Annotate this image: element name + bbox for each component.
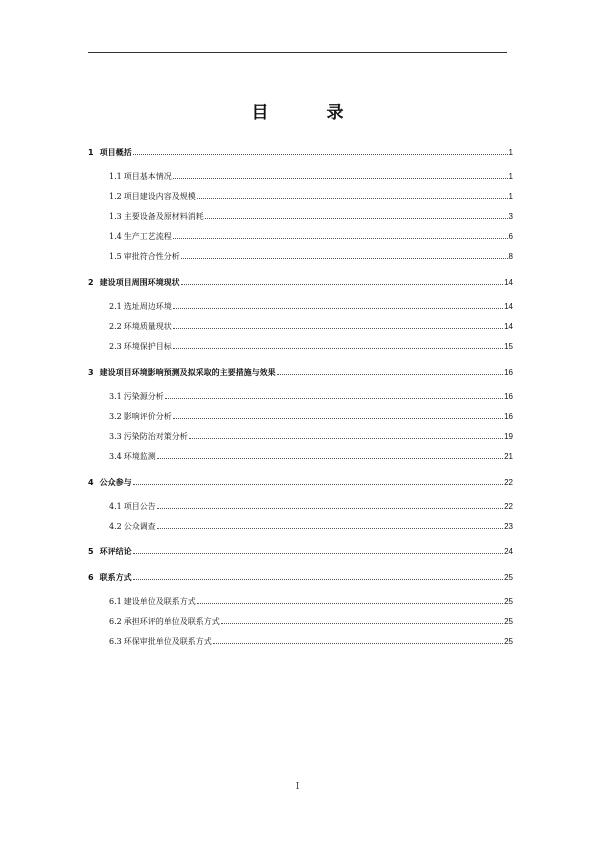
toc-section-entry[interactable] xyxy=(109,430,513,442)
toc-entry-page: 23 xyxy=(504,522,513,531)
toc-entry-number: 1.1 xyxy=(109,172,122,181)
toc-entry-number: 2 xyxy=(88,278,94,287)
toc-section-entry[interactable] xyxy=(109,190,513,202)
toc-chapter-entry[interactable] xyxy=(88,366,513,378)
toc-entry-title: 环评结论 xyxy=(99,547,132,556)
toc-chapter-entry[interactable] xyxy=(88,571,513,583)
toc-entry-number: 3.4 xyxy=(109,452,122,461)
toc-entry-number: 3.3 xyxy=(109,432,122,441)
toc-entry-title: 环境质量现状 xyxy=(123,322,172,331)
toc-entry-number: 1.3 xyxy=(109,212,122,221)
toc-dot-leader xyxy=(133,579,504,580)
toc-section-entry[interactable] xyxy=(109,635,513,647)
toc-entry-page: 25 xyxy=(504,597,513,606)
toc-entry-page: 22 xyxy=(504,478,513,487)
toc-dot-leader xyxy=(157,458,503,459)
toc-section-entry[interactable] xyxy=(109,320,513,332)
toc-entry-page: 1 xyxy=(508,172,513,181)
toc-entry-page: 14 xyxy=(504,278,513,287)
toc-entry-title: 污染防治对策分析 xyxy=(123,432,188,441)
toc-entry-title: 污染源分析 xyxy=(123,392,164,401)
toc-entry-title: 项目建设内容及规模 xyxy=(123,192,196,201)
toc-dot-leader xyxy=(173,328,503,329)
toc-chapter-entry[interactable] xyxy=(88,545,513,557)
toc-entry-title: 审批符合性分析 xyxy=(123,252,180,261)
toc-entry-title: 生产工艺流程 xyxy=(123,232,172,241)
toc-section-entry[interactable] xyxy=(109,250,513,262)
toc-entry-page: 16 xyxy=(504,392,513,401)
toc-entry-title: 选址周边环境 xyxy=(123,302,172,311)
toc-entry-title: 环境保护目标 xyxy=(123,342,172,351)
toc-section-entry[interactable] xyxy=(109,390,513,402)
toc-entry-number: 2.2 xyxy=(109,322,122,331)
toc-entry-page: 15 xyxy=(504,342,513,351)
toc-entry-number: 4.2 xyxy=(109,522,122,531)
toc-section-entry[interactable] xyxy=(109,595,513,607)
toc-entry-page: 25 xyxy=(504,573,513,582)
toc-dot-leader xyxy=(173,418,503,419)
toc-dot-leader xyxy=(197,198,508,199)
toc-dot-leader xyxy=(277,374,504,375)
toc-entry-number: 1.2 xyxy=(109,192,122,201)
toc-entry-number: 4 xyxy=(88,478,94,487)
toc-entry-title: 环保审批单位及联系方式 xyxy=(123,637,212,646)
toc-dot-leader xyxy=(197,603,503,604)
toc-entry-title: 建设单位及联系方式 xyxy=(123,597,196,606)
toc-dot-leader xyxy=(133,484,504,485)
toc-entry-page: 22 xyxy=(504,502,513,511)
toc-entry-page: 16 xyxy=(504,412,513,421)
toc-entry-title: 项目概括 xyxy=(99,148,132,157)
toc-entry-title: 主要设备及原材料消耗 xyxy=(123,212,204,221)
toc-entry-title: 环境监测 xyxy=(123,452,156,461)
toc-dot-leader xyxy=(165,398,503,399)
toc-section-entry[interactable] xyxy=(109,500,513,512)
page-number: I xyxy=(295,782,300,792)
toc-entry-number: 1.4 xyxy=(109,232,122,241)
toc-entry-page: 19 xyxy=(504,432,513,441)
toc-entry-number: 1 xyxy=(88,148,94,157)
toc-entry-page: 8 xyxy=(508,252,513,261)
toc-entry-page: 1 xyxy=(508,148,513,157)
toc-chapter-entry[interactable] xyxy=(88,146,513,158)
toc-entry-title: 项目基本情况 xyxy=(123,172,172,181)
toc-dot-leader xyxy=(213,643,503,644)
toc-entry-title: 联系方式 xyxy=(99,573,132,582)
toc-dot-leader xyxy=(205,218,508,219)
toc-entry-number: 1.5 xyxy=(109,252,122,261)
toc-entry-number: 2.1 xyxy=(109,302,122,311)
toc-dot-leader xyxy=(181,258,508,259)
toc-section-entry[interactable] xyxy=(109,300,513,312)
toc-entry-page: 14 xyxy=(504,302,513,311)
toc-dot-leader xyxy=(173,348,503,349)
toc-dot-leader xyxy=(133,553,504,554)
toc-chapter-entry[interactable] xyxy=(88,276,513,288)
toc-dot-leader xyxy=(133,154,508,155)
toc-entry-page: 21 xyxy=(504,452,513,461)
toc-dot-leader xyxy=(189,438,503,439)
toc-dot-leader xyxy=(181,284,504,285)
toc-entry-page: 1 xyxy=(508,192,513,201)
page-title: 目 录 xyxy=(251,103,370,123)
toc-entry-title: 建设项目周围环境现状 xyxy=(99,278,180,287)
toc-entry-number: 6.3 xyxy=(109,637,122,646)
toc-entry-page: 6 xyxy=(508,232,513,241)
toc-section-entry[interactable] xyxy=(109,210,513,222)
toc-entry-number: 4.1 xyxy=(109,502,122,511)
toc-chapter-entry[interactable] xyxy=(88,476,513,488)
toc-entry-page: 14 xyxy=(504,322,513,331)
toc-entry-title: 公众调查 xyxy=(123,522,156,531)
toc-dot-leader xyxy=(173,238,508,239)
toc-entry-title: 影响评价分析 xyxy=(123,412,172,421)
toc-section-entry[interactable] xyxy=(109,230,513,242)
toc-entry-page: 25 xyxy=(504,617,513,626)
toc-section-entry[interactable] xyxy=(109,170,513,182)
toc-entry-number: 6 xyxy=(88,573,94,582)
toc-entry-page: 25 xyxy=(504,637,513,646)
toc-section-entry[interactable] xyxy=(109,410,513,422)
toc-dot-leader xyxy=(173,308,503,309)
toc-entry-page: 16 xyxy=(504,368,513,377)
toc-section-entry[interactable] xyxy=(109,450,513,462)
toc-dot-leader xyxy=(157,528,503,529)
toc-entry-title: 承担环评的单位及联系方式 xyxy=(123,617,220,626)
toc-entry-page: 24 xyxy=(504,547,513,556)
toc-section-entry[interactable] xyxy=(109,340,513,352)
toc-entry-number: 3.2 xyxy=(109,412,122,421)
toc-entry-number: 5 xyxy=(88,547,94,556)
toc-entry-number: 2.3 xyxy=(109,342,122,351)
toc-dot-leader xyxy=(221,623,503,624)
toc-dot-leader xyxy=(173,178,508,179)
toc-entry-number: 6.2 xyxy=(109,617,122,626)
toc-section-entry[interactable] xyxy=(109,520,513,532)
toc-entry-title: 公众参与 xyxy=(99,478,132,487)
toc-entry-title: 建设项目环境影响预测及拟采取的主要措施与效果 xyxy=(99,368,276,377)
toc-entry-number: 6.1 xyxy=(109,597,122,606)
toc-entry-page: 3 xyxy=(508,212,513,221)
toc-entry-number: 3.1 xyxy=(109,392,122,401)
toc-entry-title: 项目公告 xyxy=(123,502,156,511)
toc-entry-number: 3 xyxy=(88,368,94,377)
toc-dot-leader xyxy=(157,508,503,509)
toc-section-entry[interactable] xyxy=(109,615,513,627)
